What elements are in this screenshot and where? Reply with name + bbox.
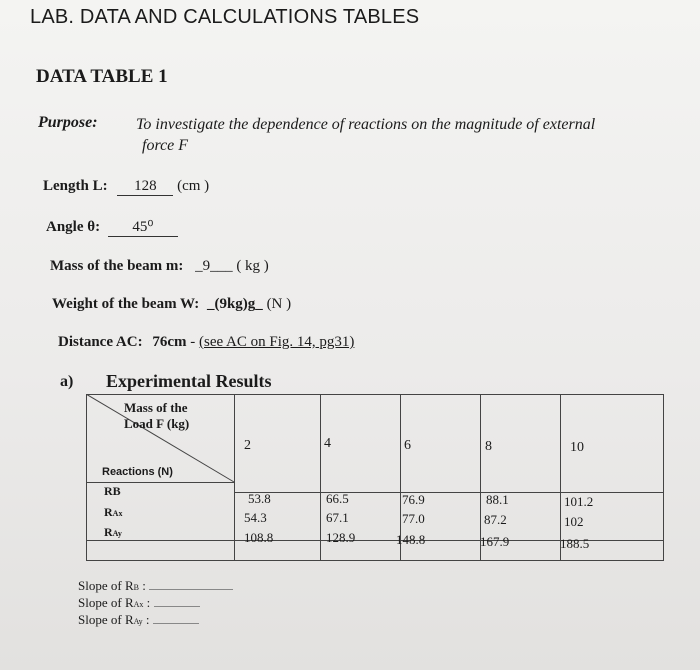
distance-field: Distance AC: 76cm - (see AC on Fig. 14, pg31) bbox=[58, 334, 355, 350]
slope-rax-input[interactable] bbox=[154, 606, 200, 607]
header-bottom-text: Reactions (N) bbox=[102, 466, 173, 478]
slope-rax-label: Slope of RAx bbox=[78, 595, 144, 610]
row-label-rb: RB bbox=[104, 484, 121, 498]
weight-field bbox=[52, 296, 291, 313]
slope-ray: Slope of RAy : bbox=[78, 612, 233, 629]
rax-value-1: 54.3 bbox=[244, 510, 267, 525]
rb-value-4: 88.1 bbox=[486, 492, 509, 507]
mass-label: Mass of the beam m: bbox=[50, 258, 184, 274]
rax-value-3: 77.0 bbox=[402, 511, 425, 526]
mass-value[interactable]: _9___ bbox=[195, 258, 233, 274]
slope-rax: Slope of RAx : bbox=[78, 595, 233, 612]
section-title: Experimental Results bbox=[106, 371, 272, 391]
mass-header-4: 8 bbox=[485, 439, 492, 454]
purpose-label: Purpose: bbox=[38, 114, 98, 131]
slope-rb-label: Slope of RB bbox=[78, 578, 139, 593]
ray-value-3: 148.8 bbox=[396, 532, 426, 547]
length-value[interactable]: 128 bbox=[117, 178, 173, 196]
mass-header-2: 4 bbox=[324, 436, 331, 451]
slope-ray-label: Slope of RAy bbox=[78, 612, 143, 627]
angle-value[interactable]: 45⁰ bbox=[108, 217, 178, 237]
slope-rb: Slope of RB : bbox=[78, 578, 233, 595]
rb-value-1: 53.8 bbox=[248, 491, 271, 506]
mass-unit: ( kg ) bbox=[236, 258, 269, 274]
ray-value-1: 108.8 bbox=[244, 530, 274, 545]
purpose-line-1: To investigate the dependence of reactions on the magnitude of external bbox=[136, 116, 596, 133]
purpose-text bbox=[136, 114, 656, 156]
results-table bbox=[86, 394, 664, 561]
row-divider bbox=[234, 492, 664, 493]
angle-label: Angle θ: bbox=[46, 219, 101, 235]
weight-label: Weight of the beam W: bbox=[52, 296, 200, 312]
data-table-title: DATA TABLE 1 bbox=[36, 66, 168, 87]
slope-rb-input[interactable] bbox=[149, 589, 233, 590]
distance-note: (see AC on Fig. 14, pg31) bbox=[198, 334, 355, 350]
distance-value[interactable]: 76cm bbox=[152, 334, 187, 350]
column-divider bbox=[320, 394, 321, 561]
ray-value-5: 188.5 bbox=[560, 536, 590, 551]
mass-header-5: 10 bbox=[570, 440, 584, 455]
length-label: Length L: bbox=[43, 178, 108, 194]
purpose-line-2: force F bbox=[142, 137, 189, 154]
ray-value-2: 128.9 bbox=[326, 530, 356, 545]
rax-value-5: 102 bbox=[564, 514, 584, 529]
page-title: LAB. DATA AND CALCULATIONS TABLES bbox=[30, 6, 420, 28]
weight-unit: (N ) bbox=[266, 296, 292, 312]
mass-header-3: 6 bbox=[404, 438, 411, 453]
row-label-rax: RAx bbox=[104, 505, 123, 519]
section-letter: a) bbox=[60, 373, 74, 390]
distance-label: Distance AC: bbox=[58, 334, 143, 350]
rax-value-2: 67.1 bbox=[326, 510, 349, 525]
slopes-block bbox=[78, 578, 233, 629]
angle-field bbox=[46, 217, 178, 237]
length-field bbox=[43, 178, 209, 196]
mass-header-1: 2 bbox=[244, 438, 251, 453]
rb-value-5: 101.2 bbox=[564, 494, 594, 509]
weight-value[interactable]: _(9kg)g_ bbox=[206, 296, 263, 312]
length-unit: (cm ) bbox=[177, 178, 210, 194]
mass-field bbox=[50, 258, 269, 275]
rb-value-3: 76.9 bbox=[402, 492, 425, 507]
slope-ray-input[interactable] bbox=[153, 623, 199, 624]
header-top-text: Mass of the Load F (kg) bbox=[124, 400, 190, 431]
rb-value-2: 66.5 bbox=[326, 491, 349, 506]
rax-value-4: 87.2 bbox=[484, 512, 507, 527]
row-label-ray: RAy bbox=[104, 525, 122, 539]
ray-value-4: 167.9 bbox=[480, 534, 510, 549]
